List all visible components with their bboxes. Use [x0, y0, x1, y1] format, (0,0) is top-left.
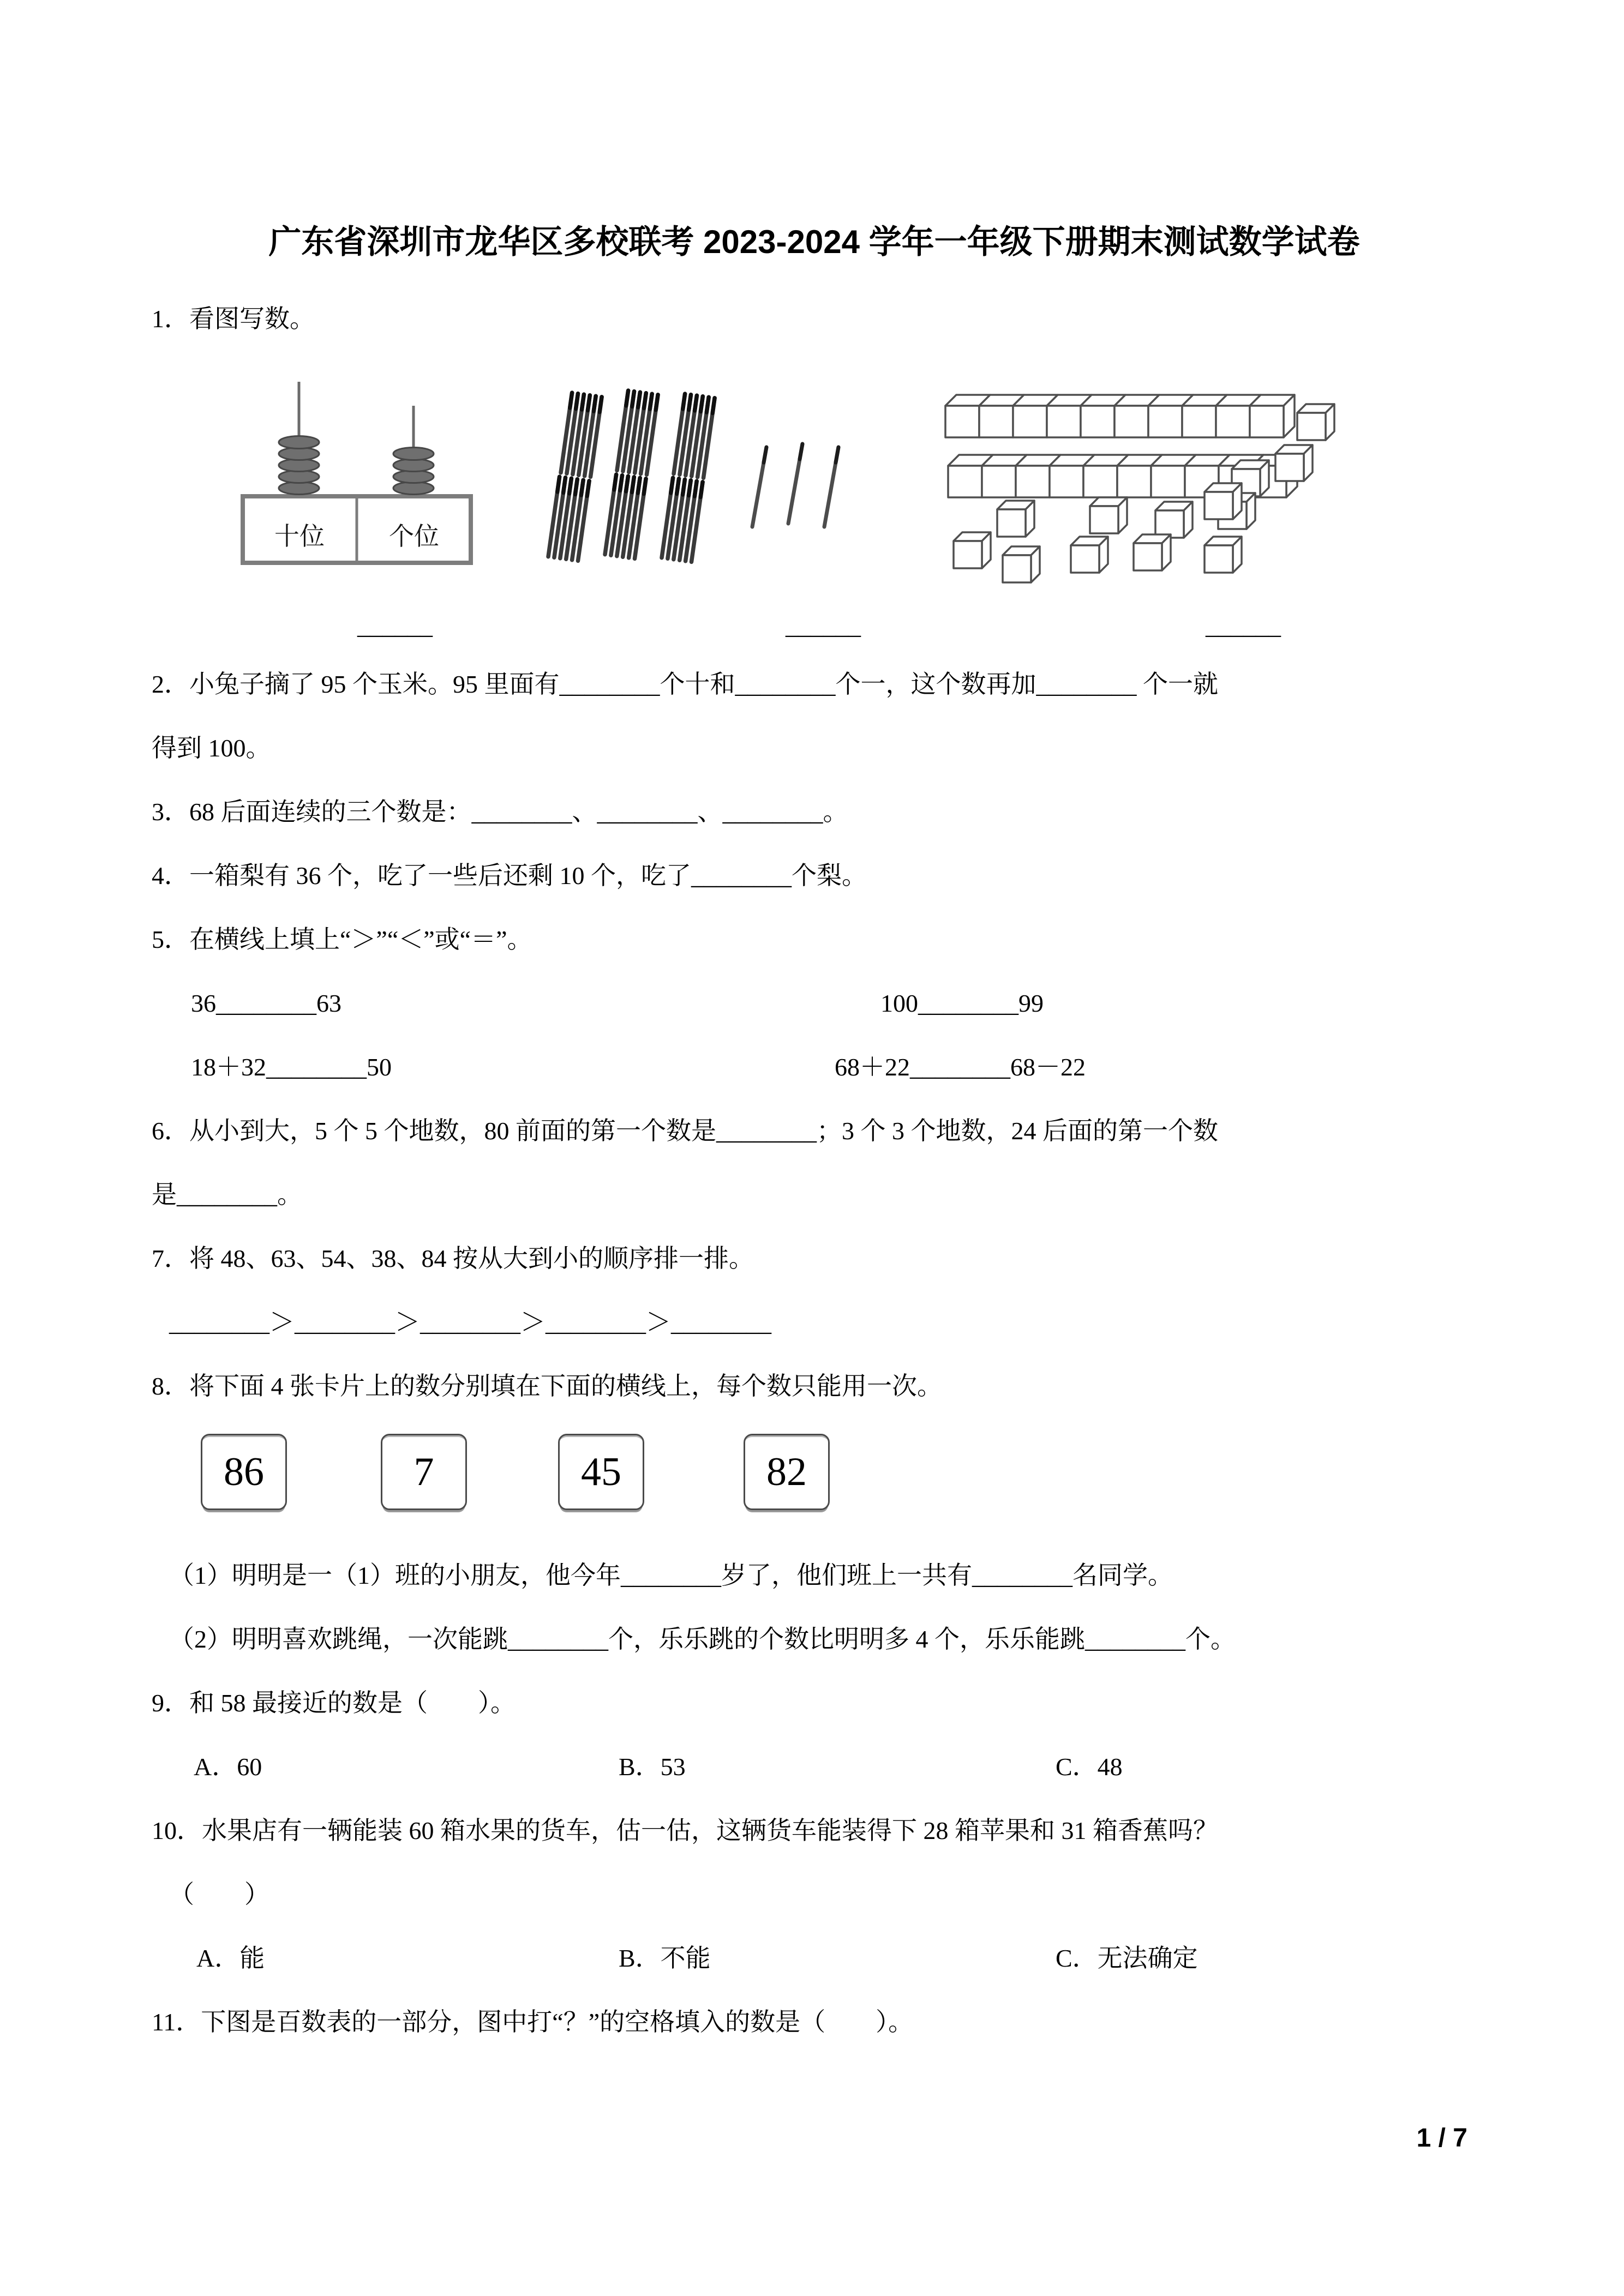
compare-item: 68＋22________68－22	[835, 1053, 1086, 1081]
answer-blank: ______	[357, 611, 433, 639]
question-6-text-line1: 6．从小到大，5 个 5 个地数，80 前面的第一个数是________；3 个 3 个地数，24 后面的第一个数	[152, 1117, 1218, 1145]
question-1-figures	[152, 366, 1477, 585]
question-1	[152, 303, 1477, 642]
base-ten-blocks-figure	[915, 361, 1363, 590]
question-2-text-line2: 得到 100。	[152, 734, 271, 762]
option-c: C．48	[1056, 1753, 1123, 1781]
stick-bundles-figure	[542, 372, 891, 574]
ones-place-label: 个位	[389, 522, 439, 550]
question-5-compare-row-1	[152, 987, 1477, 1020]
number-card: 86	[201, 1434, 287, 1510]
question-6	[152, 1115, 1477, 1211]
question-5	[152, 923, 1477, 1084]
question-10-text-line1: 10．水果店有一辆能装 60 箱水果的货车，估一估，这辆货车能装得下 28 箱苹果和 31 箱香蕉吗？	[152, 1817, 1218, 1844]
question-8-subquestion-1: （1）明明是一（1）班的小朋友，他今年________岁了，他们班上一共有________名同学。	[169, 1561, 1173, 1589]
question-9-text: 9．和 58 最接近的数是（ ）。	[152, 1689, 516, 1717]
option-b: B．不能	[619, 1944, 711, 1972]
question-7	[152, 1242, 1477, 1339]
question-7-text: 7．将 48、63、54、38、84 按从大到小的顺序排一排。	[152, 1245, 754, 1272]
option-c: C．无法确定	[1056, 1944, 1198, 1972]
number-card: 7	[381, 1434, 467, 1510]
option-b: B．53	[619, 1753, 686, 1781]
compare-item: 36________63	[191, 989, 341, 1017]
question-10	[152, 1814, 1477, 1975]
question-9-options	[152, 1751, 1477, 1783]
question-9	[152, 1687, 1477, 1783]
question-10-answer-parens: （ ）	[169, 1880, 269, 1908]
question-8-subquestion-2: （2）明明喜欢跳绳，一次能跳________个，乐乐跳的个数比明明多 4 个，乐乐能跳________个。	[169, 1625, 1236, 1653]
question-8-text: 8．将下面 4 张卡片上的数分别填在下面的横线上，每个数只能用一次。	[152, 1372, 942, 1400]
compare-item: 100________99	[880, 989, 1044, 1017]
option-a: A．60	[194, 1753, 262, 1781]
question-6-text-line2: 是________。	[152, 1181, 302, 1209]
option-a: A．能	[196, 1944, 265, 1972]
page-title: 广东省深圳市龙华区多校联考 2023-2024 学年一年级下册期末测试数学试卷	[268, 224, 1360, 260]
abacus-figure	[231, 372, 493, 585]
question-5-text: 5．在横线上填上“＞”“＜”或“＝”。	[152, 925, 532, 953]
compare-item: 18＋32________50	[191, 1053, 392, 1081]
question-3-text: 3．68 后面连续的三个数是：________、________、________。	[152, 798, 848, 826]
page-number: 1 / 7	[1416, 2124, 1467, 2153]
question-1-answer-blanks	[152, 609, 1477, 642]
question-4-text: 4．一箱梨有 36 个，吃了一些后还剩 10 个，吃了________个梨。	[152, 862, 867, 889]
question-1-text: 1．看图写数。	[152, 305, 315, 333]
question-7-ordering-blanks: ________＞________＞________＞________＞________	[169, 1308, 771, 1336]
tens-place-label: 十位	[274, 522, 325, 550]
answer-blank: ______	[786, 611, 861, 639]
question-2	[152, 668, 1477, 765]
question-8-number-cards	[152, 1434, 1477, 1510]
question-2-text-line1: 2．小兔子摘了 95 个玉米。95 里面有________个十和________个一，这个数再加________ 个一就	[152, 670, 1218, 698]
number-card: 45	[558, 1434, 644, 1510]
question-10-options	[152, 1942, 1477, 1975]
question-5-compare-row-2	[152, 1051, 1477, 1084]
question-8	[152, 1370, 1477, 1656]
number-card: 82	[744, 1434, 830, 1510]
question-11-text: 11．下图是百数表的一部分，图中打“？”的空格填入的数是（ ）。	[152, 2008, 914, 2036]
answer-blank: ______	[1206, 611, 1281, 639]
